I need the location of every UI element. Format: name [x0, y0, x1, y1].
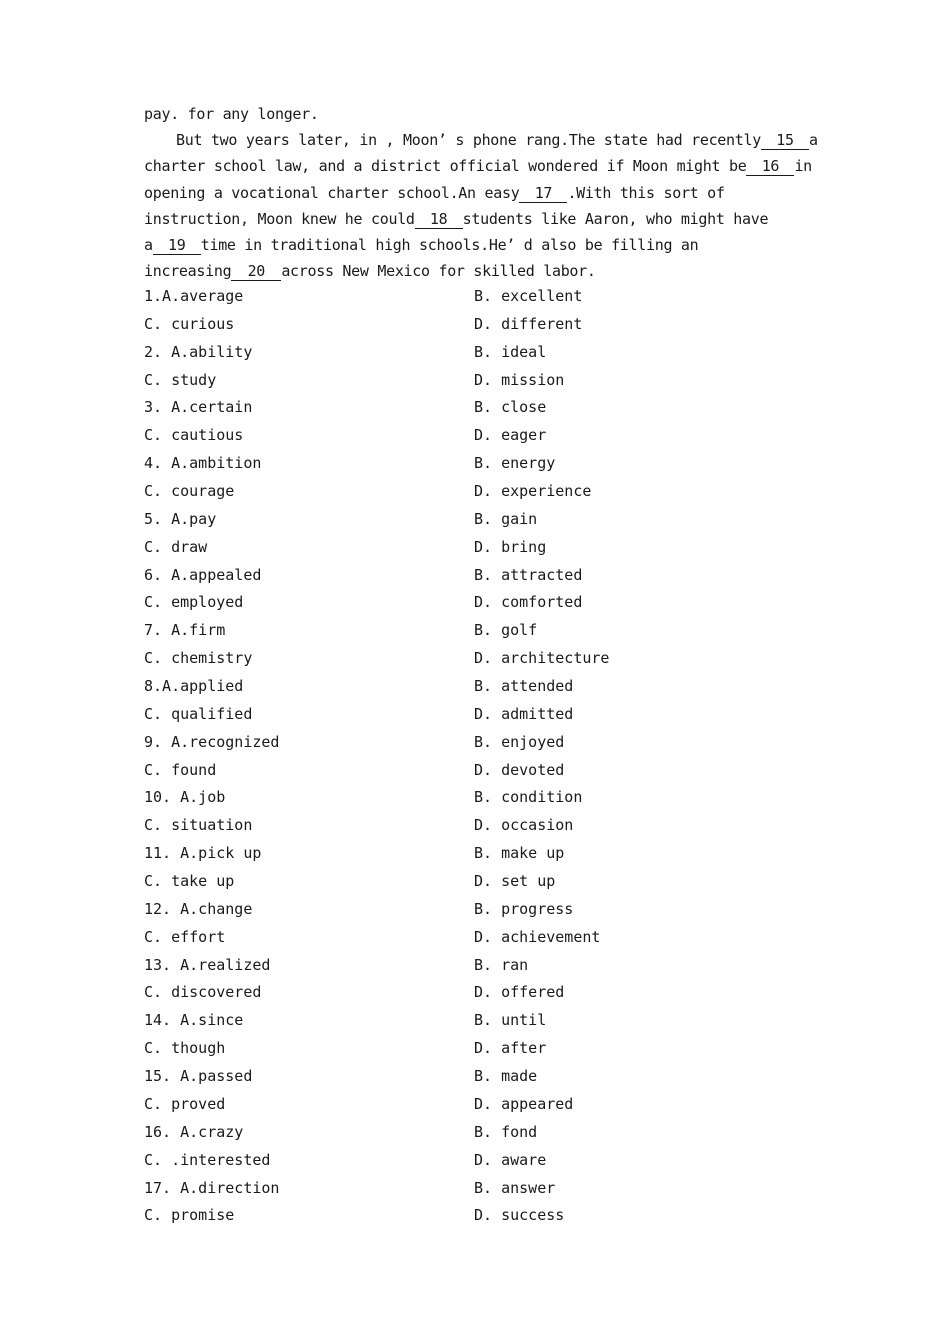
option-left: C. effort — [144, 927, 226, 946]
option-left: C. found — [144, 760, 217, 779]
option-right: D. success — [474, 1206, 565, 1225]
option-right: D. occasion — [474, 816, 574, 835]
option-right: D. appeared — [474, 1094, 574, 1113]
answer-options — [144, 283, 784, 1230]
option-right: B. make up — [474, 844, 565, 863]
option-row — [144, 924, 784, 952]
option-right: B. enjoyed — [474, 732, 565, 751]
option-row — [144, 979, 784, 1007]
passage-text: a — [144, 235, 153, 254]
option-row — [144, 339, 784, 367]
option-right: D. architecture — [474, 649, 610, 668]
option-left: 15. A.passed — [144, 1067, 253, 1086]
option-right: B. attended — [474, 677, 574, 696]
option-left: 16. A.crazy — [144, 1122, 244, 1141]
option-left: 12. A.change — [144, 899, 253, 918]
option-right: D. admitted — [474, 704, 574, 723]
option-row — [144, 422, 784, 450]
option-row — [144, 1119, 784, 1147]
passage-text: pay. for any longer. — [144, 105, 319, 123]
option-left: 10. A.job — [144, 788, 226, 807]
option-row — [144, 394, 784, 422]
option-right: D. set up — [474, 872, 556, 891]
option-left: 7. A.firm — [144, 621, 226, 640]
option-row — [144, 450, 784, 478]
option-row — [144, 1035, 784, 1063]
passage-line — [144, 101, 814, 127]
option-left: C. cautious — [144, 426, 244, 445]
option-row — [144, 701, 784, 729]
passage-line — [144, 232, 814, 258]
option-row — [144, 868, 784, 896]
passage-text: a — [808, 131, 818, 150]
option-left: 6. A.appealed — [144, 565, 262, 584]
option-right: B. answer — [474, 1178, 556, 1197]
passage-line — [144, 206, 814, 232]
option-left: 5. A.pay — [144, 509, 217, 528]
option-left: 17. A.direction — [144, 1178, 280, 1197]
option-left: C. curious — [144, 314, 235, 333]
option-left: 4. A.ambition — [144, 454, 262, 473]
option-row — [144, 645, 784, 673]
blank-17: 17 — [519, 184, 567, 203]
option-row — [144, 562, 784, 590]
option-row — [144, 1007, 784, 1035]
option-right: D. offered — [474, 983, 565, 1002]
option-left: C. qualified — [144, 704, 253, 723]
option-row — [144, 534, 784, 562]
option-right: B. condition — [474, 788, 583, 807]
option-right: B. made — [474, 1067, 538, 1086]
option-left: 3. A.certain — [144, 398, 253, 417]
passage-line — [144, 180, 814, 206]
passage-text: opening a vocational charter school.An easy — [144, 183, 520, 202]
option-left: C. .interested — [144, 1150, 271, 1169]
option-row — [144, 1063, 784, 1091]
passage-text: instruction, Moon knew he could — [144, 209, 415, 228]
passage-line — [144, 127, 818, 153]
option-left: 14. A.since — [144, 1011, 244, 1030]
option-row — [144, 506, 784, 534]
option-row — [144, 1091, 784, 1119]
option-row — [144, 673, 784, 701]
option-right: B. until — [474, 1011, 547, 1030]
option-right: B. attracted — [474, 565, 583, 584]
option-row — [144, 311, 784, 339]
passage-text: time in traditional high schools.He’ d also be filling an — [200, 235, 699, 254]
option-row — [144, 840, 784, 868]
option-right: D. comforted — [474, 593, 583, 612]
passage-text: students like Aaron, who might have — [462, 209, 769, 228]
option-row — [144, 729, 784, 757]
option-row — [144, 784, 784, 812]
option-left: C. discovered — [144, 983, 262, 1002]
option-right: D. aware — [474, 1150, 547, 1169]
blank-15: 15 — [761, 131, 809, 150]
passage-text: in — [794, 157, 812, 176]
option-left: C. though — [144, 1039, 226, 1058]
option-left: 11. A.pick up — [144, 844, 262, 863]
option-right: B. gain — [474, 509, 538, 528]
passage-text: increasing — [144, 262, 232, 281]
option-right: D. devoted — [474, 760, 565, 779]
option-left: 13. A.realized — [144, 955, 271, 974]
option-left: C. draw — [144, 537, 208, 556]
option-row — [144, 478, 784, 506]
option-right: B. fond — [474, 1122, 538, 1141]
option-row — [144, 896, 784, 924]
option-right: B. progress — [474, 899, 574, 918]
blank-20: 20 — [231, 262, 281, 281]
option-right: B. excellent — [474, 287, 583, 305]
option-left: C. courage — [144, 482, 235, 501]
option-right: B. ideal — [474, 342, 547, 361]
passage-line — [144, 153, 814, 179]
option-left: 9. A.recognized — [144, 732, 280, 751]
cloze-passage — [144, 101, 818, 284]
option-right: D. bring — [474, 537, 547, 556]
passage-text: But two years later, in , Moon’ s phone rang.The state had recently — [176, 131, 761, 150]
passage-text: charter school law, and a district official wondered if Moon might be — [144, 157, 747, 176]
option-row — [144, 812, 784, 840]
option-row — [144, 1202, 784, 1230]
option-right: B. energy — [474, 454, 556, 473]
option-row — [144, 952, 784, 980]
option-right: D. achievement — [474, 927, 601, 946]
option-row — [144, 757, 784, 785]
option-row — [144, 283, 784, 311]
option-left: 8.A.applied — [144, 677, 244, 696]
option-left: C. take up — [144, 872, 235, 891]
option-right: B. ran — [474, 955, 529, 974]
option-left: C. employed — [144, 593, 244, 612]
option-right: B. close — [474, 398, 547, 417]
option-right: D. mission — [474, 370, 565, 389]
option-right: D. experience — [474, 482, 592, 501]
passage-line — [144, 258, 814, 284]
option-row — [144, 1147, 784, 1175]
option-left: 2. A.ability — [144, 342, 253, 361]
option-left: 1.A.average — [144, 287, 244, 305]
blank-18: 18 — [415, 210, 463, 229]
option-row — [144, 589, 784, 617]
passage-text: across New Mexico for skilled labor. — [281, 262, 596, 281]
blank-19: 19 — [153, 236, 201, 255]
passage-text: .With this sort of — [567, 183, 725, 202]
option-left: C. proved — [144, 1094, 226, 1113]
blank-16: 16 — [746, 157, 794, 176]
option-row — [144, 1175, 784, 1203]
option-row — [144, 617, 784, 645]
option-right: B. golf — [474, 621, 538, 640]
option-left: C. promise — [144, 1206, 235, 1225]
option-left: C. situation — [144, 816, 253, 835]
option-left: C. study — [144, 370, 217, 389]
option-row — [144, 367, 784, 395]
option-right: D. after — [474, 1039, 547, 1058]
option-right: D. eager — [474, 426, 547, 445]
option-left: C. chemistry — [144, 649, 253, 668]
option-right: D. different — [474, 314, 583, 333]
